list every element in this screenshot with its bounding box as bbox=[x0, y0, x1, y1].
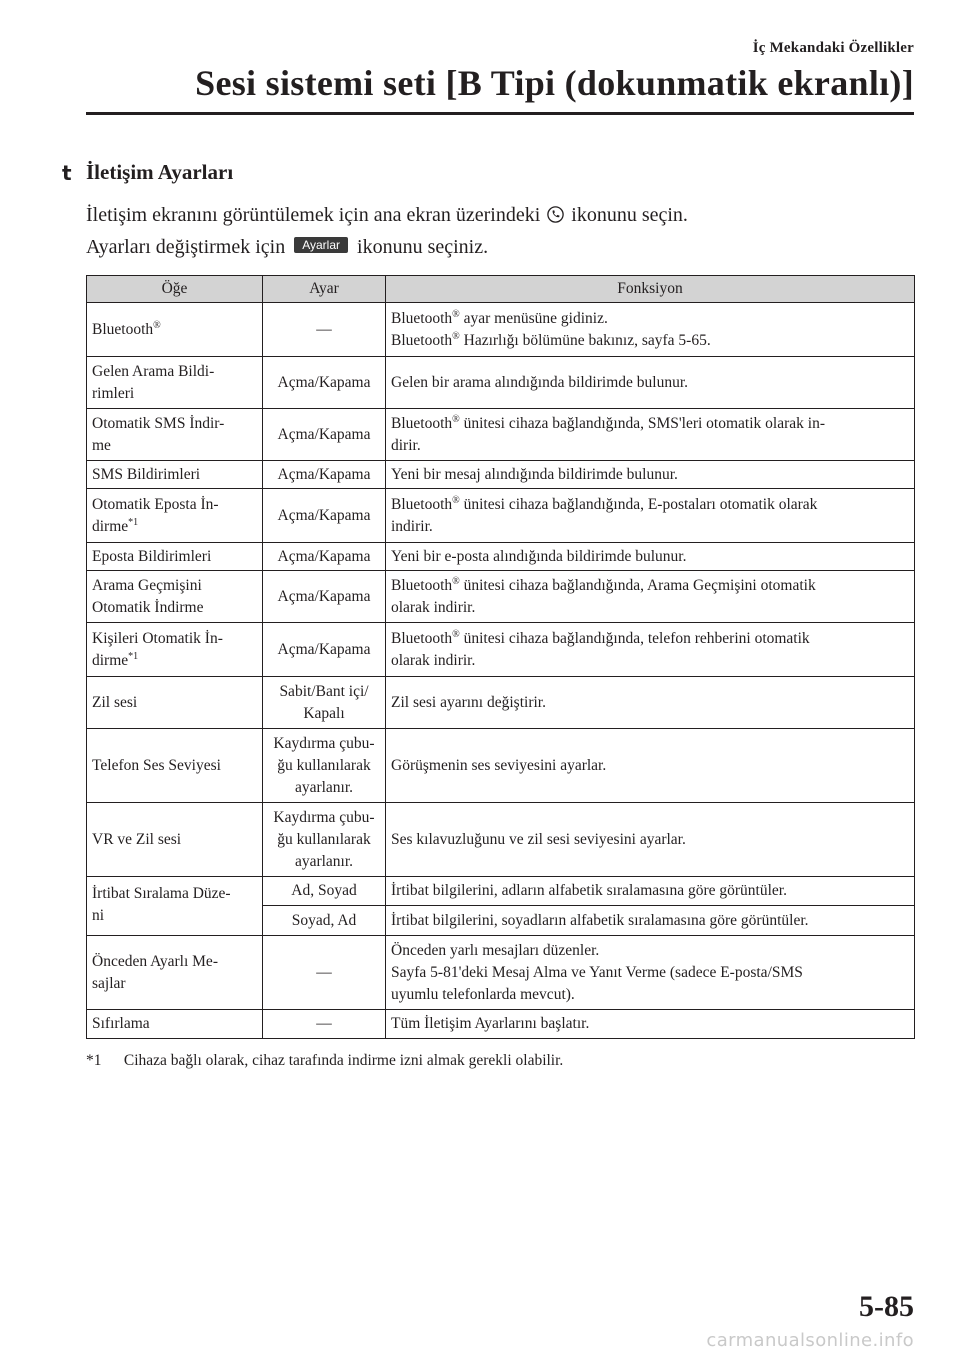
row-setting: Soyad, Ad bbox=[263, 906, 386, 936]
row-function: İrtibat bilgilerini, soyadların alfabetik sıralamasına göre görüntüler. bbox=[386, 906, 915, 936]
row-function: Bluetooth® ünitesi cihaza bağlandığında, E-postaları otomatik olarak indirir. bbox=[386, 489, 915, 543]
row-setting: Kaydırma çubu- ğu kullanılarak ayarlanır. bbox=[263, 729, 386, 803]
row-setting: Açma/Kapama bbox=[263, 623, 386, 677]
section-label: İç Mekandaki Özellikler bbox=[752, 40, 914, 56]
row-setting: Ad, Soyad bbox=[263, 877, 386, 906]
intro-text: Ayarları değiştirmek için bbox=[86, 236, 286, 258]
table-row bbox=[87, 877, 915, 906]
table-row bbox=[87, 489, 915, 543]
row-setting: — bbox=[263, 303, 386, 357]
row-item: Sıfırlama bbox=[87, 1010, 263, 1039]
row-function: Bluetooth® ünitesi cihaza bağlandığında, telefon rehberini otomatik olarak indirir. bbox=[386, 623, 915, 677]
watermark: carmanualsonline.info bbox=[706, 1330, 914, 1351]
row-function: Önceden yarlı mesajları düzenler. Sayfa 5-81'deki Mesaj Alma ve Yanıt Verme (sadece E-posta/SMS uyumlu telefonlarda mevcut). bbox=[386, 936, 915, 1010]
row-function: Bluetooth® ünitesi cihaza bağlandığında, Arama Geçmişini otomatik olarak indirir. bbox=[386, 571, 915, 623]
row-setting: Açma/Kapama bbox=[263, 543, 386, 571]
table-row bbox=[87, 357, 915, 409]
column-header-item: Öğe bbox=[87, 276, 263, 303]
column-header-function: Fonksiyon bbox=[386, 276, 915, 303]
table-header-row bbox=[87, 276, 915, 303]
row-setting: Kaydırma çubu- ğu kullanılarak ayarlanır. bbox=[263, 803, 386, 877]
row-function: İrtibat bilgilerini, adların alfabetik sıralamasına göre görüntüler. bbox=[386, 877, 915, 906]
row-item: Zil sesi bbox=[87, 677, 263, 729]
row-item: Arama Geçmişini Otomatik İndirme bbox=[87, 571, 263, 623]
table-row bbox=[87, 1010, 915, 1039]
row-setting: — bbox=[263, 1010, 386, 1039]
row-setting: Açma/Kapama bbox=[263, 357, 386, 409]
row-item: SMS Bildirimleri bbox=[87, 461, 263, 489]
row-item: Telefon Ses Seviyesi bbox=[87, 729, 263, 803]
settings-table bbox=[86, 275, 915, 1039]
row-function: Yeni bir e-posta alındığında bildirimde bulunur. bbox=[386, 543, 915, 571]
page-number: 5-85 bbox=[859, 1290, 914, 1323]
intro-text: ikonunu seçiniz. bbox=[357, 236, 489, 258]
column-header-setting: Ayar bbox=[263, 276, 386, 303]
table-row bbox=[87, 461, 915, 489]
table-row bbox=[87, 729, 915, 803]
row-setting: Açma/Kapama bbox=[263, 409, 386, 461]
row-item: Kişileri Otomatik İn- dirme$^{*1}$ bbox=[87, 623, 263, 677]
row-item: VR ve Zil sesi bbox=[87, 803, 263, 877]
row-function: Gelen bir arama alındığında bildirimde bulunur. bbox=[386, 357, 915, 409]
row-function: Zil sesi ayarını değiştirir. bbox=[386, 677, 915, 729]
row-item: Otomatik SMS İndir- me bbox=[87, 409, 263, 461]
row-setting: Açma/Kapama bbox=[263, 461, 386, 489]
table-row bbox=[87, 571, 915, 623]
row-setting: — bbox=[263, 936, 386, 1010]
row-function: Bluetooth® ayar menüsüne gidiniz. Bluetooth® Hazırlığı bölümüne bakınız, sayfa 5-65. bbox=[386, 303, 915, 357]
row-item: Gelen Arama Bildi- rimleri bbox=[87, 357, 263, 409]
heading-marker: t bbox=[62, 160, 72, 185]
ayarlar-button: Ayarlar bbox=[294, 237, 348, 253]
row-setting: Sabit/Bant içi/ Kapalı bbox=[263, 677, 386, 729]
table-row bbox=[87, 803, 915, 877]
table-row bbox=[87, 677, 915, 729]
intro-line-2 bbox=[86, 236, 488, 259]
table-row bbox=[87, 409, 915, 461]
header-divider bbox=[86, 112, 914, 115]
row-function: Bluetooth® ünitesi cihaza bağlandığında, SMS'leri otomatik olarak in- dirir. bbox=[386, 409, 915, 461]
row-item: Otomatik Eposta İn- dirme$^{*1}$ bbox=[87, 489, 263, 543]
table-row bbox=[87, 623, 915, 677]
subsection-title: İletişim Ayarları bbox=[86, 160, 234, 184]
table-row bbox=[87, 543, 915, 571]
phone-icon bbox=[547, 206, 564, 229]
footnote-text: Cihaza bağlı olarak, cihaz tarafında indirme izni almak gerekli olabilir. bbox=[123, 1052, 564, 1069]
intro-text: İletişim ekranını görüntülemek için ana ekran üzerindeki bbox=[86, 204, 541, 226]
row-item: Önceden Ayarlı Me- sajlar bbox=[87, 936, 263, 1010]
table-row bbox=[87, 936, 915, 1010]
row-function: Görüşmenin ses seviyesini ayarlar. bbox=[386, 729, 915, 803]
intro-line-1 bbox=[86, 204, 688, 229]
row-setting: Açma/Kapama bbox=[263, 489, 386, 543]
chapter-title: Sesi sistemi seti [B Tipi (dokunmatik ekranlı)] bbox=[195, 63, 914, 103]
row-item: İrtibat Sıralama Düze- ni bbox=[87, 877, 263, 936]
footnote-mark: *1 bbox=[86, 1052, 102, 1069]
intro-text: ikonunu seçin. bbox=[571, 204, 688, 226]
row-function: Yeni bir mesaj alındığında bildirimde bulunur. bbox=[386, 461, 915, 489]
table-row bbox=[87, 303, 915, 357]
row-function: Tüm İletişim Ayarlarını başlatır. bbox=[386, 1010, 915, 1039]
subsection-heading bbox=[62, 160, 233, 185]
footnote bbox=[86, 1052, 563, 1070]
row-item: Bluetooth® bbox=[87, 303, 263, 357]
row-function: Ses kılavuzluğunu ve zil sesi seviyesini ayarlar. bbox=[386, 803, 915, 877]
row-item: Eposta Bildirimleri bbox=[87, 543, 263, 571]
row-setting: Açma/Kapama bbox=[263, 571, 386, 623]
